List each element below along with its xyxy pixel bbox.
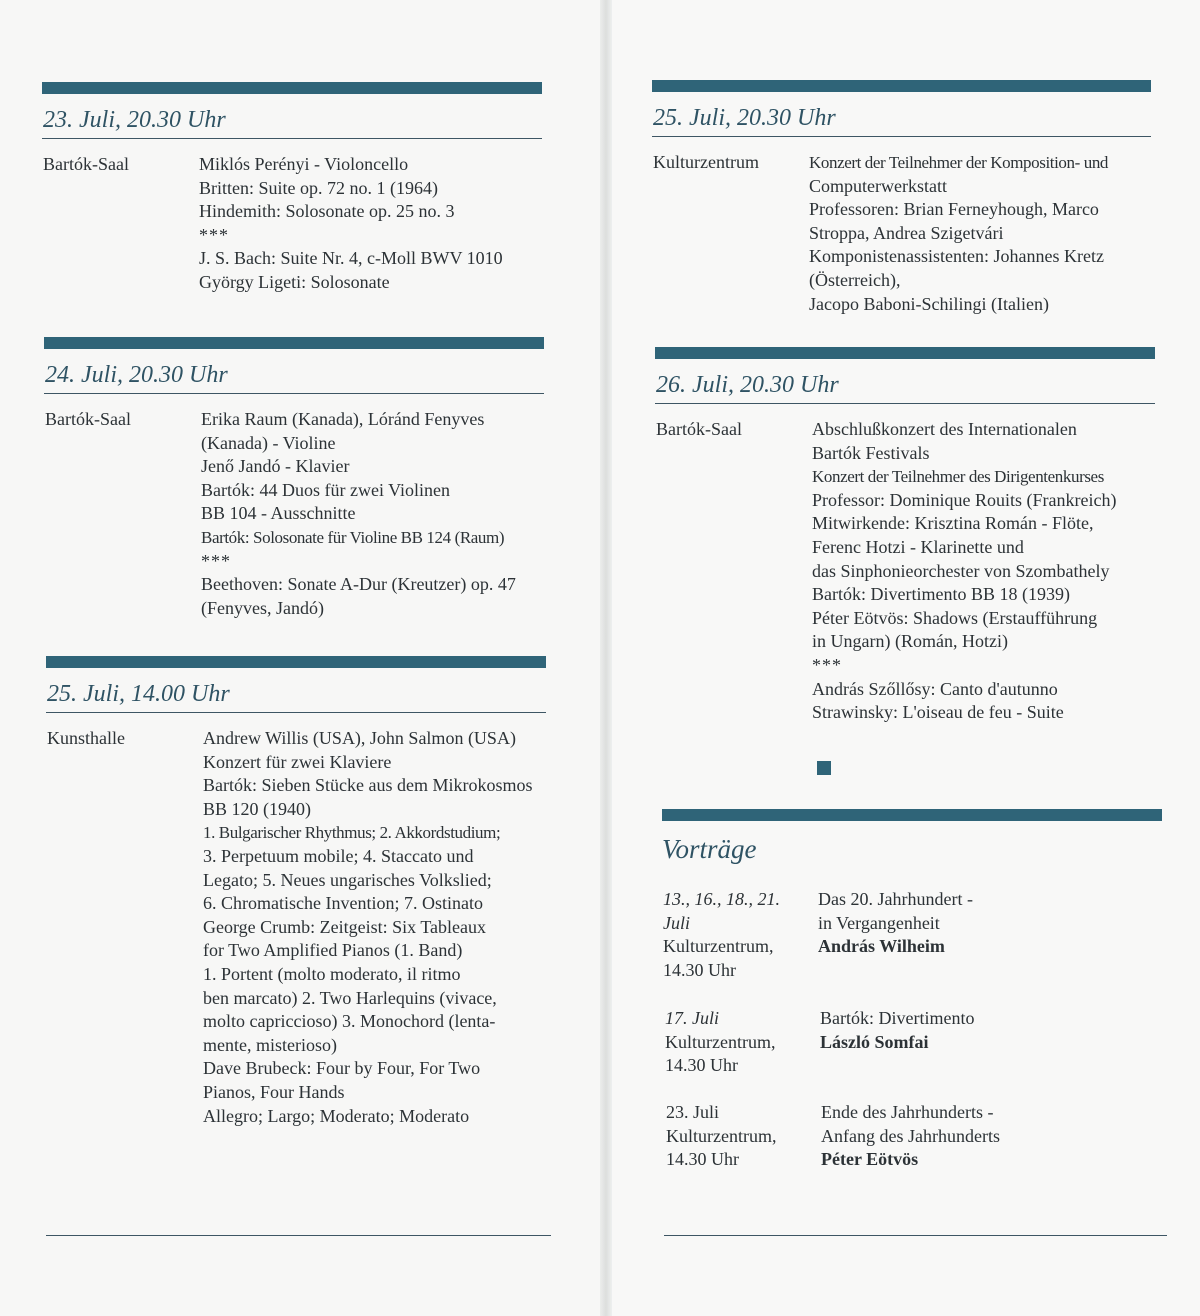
event-date: 25. Juli, 14.00 Uhr — [47, 681, 230, 707]
program-line: BB 120 (1940) — [203, 798, 311, 819]
section-bar — [42, 82, 542, 94]
section-bar — [46, 656, 546, 668]
program-line: Abschlußkonzert des Internationalen — [812, 419, 1077, 439]
event-rows — [652, 151, 1151, 316]
talk-speaker: László Somfai — [820, 1031, 929, 1052]
talk-date: 23. Juli — [666, 1102, 720, 1122]
talk-speaker: András Wilheim — [818, 936, 945, 957]
bottom-rule — [46, 1235, 551, 1236]
program-line: Stroppa, Andrea Szigetvári — [809, 222, 1004, 243]
event-venue: Kunsthalle — [47, 728, 125, 748]
program-list — [199, 153, 542, 295]
program-list — [203, 727, 546, 1128]
section-bar — [662, 809, 1162, 821]
event-venue: Bartók-Saal — [656, 419, 742, 439]
program-line: Bartók: Divertimento BB 18 (1939) — [812, 584, 1070, 605]
talk-when — [665, 1007, 805, 1078]
talk-what — [818, 888, 973, 959]
talk-time: 14.30 Uhr — [666, 1149, 739, 1170]
date-underline — [42, 138, 542, 139]
talk-when — [663, 888, 803, 982]
talk-place: Kulturzentrum, — [665, 1031, 776, 1052]
program-line: Ferenc Hotzi - Klarinette und — [812, 536, 1024, 557]
talk-date: 13., 16., 18., 21. Juli — [663, 889, 780, 933]
date-underline — [44, 393, 544, 394]
program-line: 1. Bulgarischer Rhythmus; 2. Akkordstudium; — [203, 823, 501, 843]
program-line: Professoren: Brian Ferneyhough, Marco — [809, 199, 1099, 220]
section-bar — [652, 80, 1151, 92]
event-venue: Bartók-Saal — [45, 409, 131, 429]
program-line: mente, misterioso) — [203, 1034, 337, 1055]
talk-what — [821, 1101, 1000, 1172]
talk-topic-line: Bartók: Divertimento — [820, 1008, 975, 1028]
end-marker-square — [817, 761, 831, 775]
program-line: ben marcato) 2. Two Harlequins (vivace, — [203, 987, 497, 1008]
program-line: Konzert der Teilnehmer der Komposition- und — [809, 153, 1109, 172]
date-underline — [655, 403, 1155, 404]
program-line: 1. Portent (molto moderato, il ritmo — [203, 963, 461, 984]
program-line: András Szőllősy: Canto d'autunno — [812, 678, 1058, 699]
program-line: Bartók Festivals — [812, 442, 930, 463]
event-date: 23. Juli, 20.30 Uhr — [43, 107, 226, 133]
program-line: *** — [199, 224, 229, 245]
talks-section — [662, 809, 1162, 867]
event-date: 26. Juli, 20.30 Uhr — [656, 372, 839, 398]
talks-title: Vorträge — [662, 834, 757, 864]
date-underline — [652, 136, 1151, 137]
talk-time: 14.30 Uhr — [665, 1055, 738, 1076]
program-line: Jacopo Baboni-Schilingi (Italien) — [809, 293, 1049, 314]
program-line: Strawinsky: L'oiseau de feu - Suite — [812, 702, 1064, 723]
program-line: (Fenyves, Jandó) — [201, 597, 324, 618]
event-rows — [655, 418, 1155, 725]
event-date: 25. Juli, 20.30 Uhr — [653, 105, 836, 131]
talk-topic-line: Das 20. Jahrhundert - — [818, 889, 973, 909]
section-bar — [44, 337, 544, 349]
talk-topic-line: in Vergangenheit — [818, 912, 940, 933]
program-line: Konzert für zwei Klaviere — [203, 751, 392, 772]
event-block — [42, 82, 542, 295]
program-line: (Österreich), — [809, 269, 901, 290]
program-line: Computerwerkstatt — [809, 175, 947, 196]
program-line: *** — [812, 654, 842, 675]
talk-topic-line: Ende des Jahrhunderts - — [821, 1102, 994, 1122]
program-line: Bartók: 44 Duos für zwei Violinen — [201, 479, 451, 500]
bottom-rule — [664, 1235, 1167, 1236]
program-line: Bartók: Sieben Stücke aus dem Mikrokosmos — [203, 775, 533, 796]
program-line: Britten: Suite op. 72 no. 1 (1964) — [199, 177, 438, 198]
program-line: in Ungarn) (Román, Hotzi) — [812, 631, 1008, 652]
talk-date: 17. Juli — [665, 1008, 719, 1028]
event-rows — [42, 153, 542, 295]
event-venue: Kulturzentrum — [653, 152, 759, 172]
program-line: das Sinphonieorchester von Szombathely — [812, 560, 1110, 581]
program-line: Komponistenassistenten: Johannes Kretz — [809, 246, 1104, 267]
talk-speaker: Péter Eötvös — [821, 1149, 919, 1170]
date-underline — [46, 712, 546, 713]
program-line: (Kanada) - Violine — [201, 432, 336, 453]
page-fold — [600, 0, 612, 1316]
program-line: George Crumb: Zeitgeist: Six Tableaux — [203, 916, 487, 937]
program-line: Beethoven: Sonate A-Dur (Kreutzer) op. 47 — [201, 574, 516, 595]
program-line: 6. Chromatische Invention; 7. Ostinato — [203, 893, 483, 914]
program-line: 3. Perpetuum mobile; 4. Staccato und — [203, 845, 474, 866]
program-line: Konzert der Teilnehmer des Dirigentenkurses — [812, 467, 1104, 487]
program-line: Miklós Perényi - Violoncello — [199, 154, 409, 174]
event-block — [46, 656, 546, 1128]
talk-what — [820, 1007, 974, 1054]
program-line: J. S. Bach: Suite Nr. 4, c-Moll BWV 1010 — [199, 248, 503, 269]
event-venue: Bartók-Saal — [43, 154, 129, 174]
event-block — [44, 337, 544, 620]
program-list — [812, 418, 1155, 725]
program-line: Allegro; Largo; Moderato; Moderato — [203, 1105, 470, 1126]
program-line: Dave Brubeck: Four by Four, For Two — [203, 1058, 481, 1079]
program-line: Professor: Dominique Rouits (Frankreich) — [812, 489, 1117, 510]
program-line: Pianos, Four Hands — [203, 1081, 345, 1102]
program-list — [809, 151, 1151, 316]
event-rows — [44, 408, 544, 620]
program-line: Hindemith: Solosonate op. 25 no. 3 — [199, 201, 455, 222]
program-line: BB 104 - Ausschnitte — [201, 503, 356, 524]
program-line: molto capriccioso) 3. Monochord (lenta- — [203, 1011, 496, 1032]
program-line: György Ligeti: Solosonate — [199, 271, 390, 292]
program-line: Mitwirkende: Krisztina Román - Flöte, — [812, 513, 1094, 534]
event-block — [652, 80, 1151, 316]
event-date: 24. Juli, 20.30 Uhr — [45, 362, 228, 388]
talk-when — [666, 1101, 806, 1172]
section-bar — [655, 347, 1155, 359]
talk-topic-line: Anfang des Jahrhunderts — [821, 1125, 1000, 1146]
program-line: Péter Eötvös: Shadows (Erstaufführung — [812, 607, 1098, 628]
program-line: Bartók: Solosonate für Violine BB 124 (Raum) — [201, 527, 505, 547]
program-line: for Two Amplified Pianos (1. Band) — [203, 940, 463, 961]
program-line: Andrew Willis (USA), John Salmon (USA) — [203, 728, 516, 748]
talk-time: 14.30 Uhr — [663, 959, 736, 980]
event-rows — [46, 727, 546, 1128]
program-line: Legato; 5. Neues ungarisches Volkslied; — [203, 869, 492, 890]
program-line: Erika Raum (Kanada), Lóránd Fenyves — [201, 409, 485, 429]
talk-place: Kulturzentrum, — [663, 936, 774, 957]
program-line: Jenő Jandó - Klavier — [201, 456, 350, 477]
event-block — [655, 347, 1155, 725]
talk-place: Kulturzentrum, — [666, 1125, 777, 1146]
program-line: *** — [201, 550, 231, 571]
program-list — [201, 408, 544, 620]
